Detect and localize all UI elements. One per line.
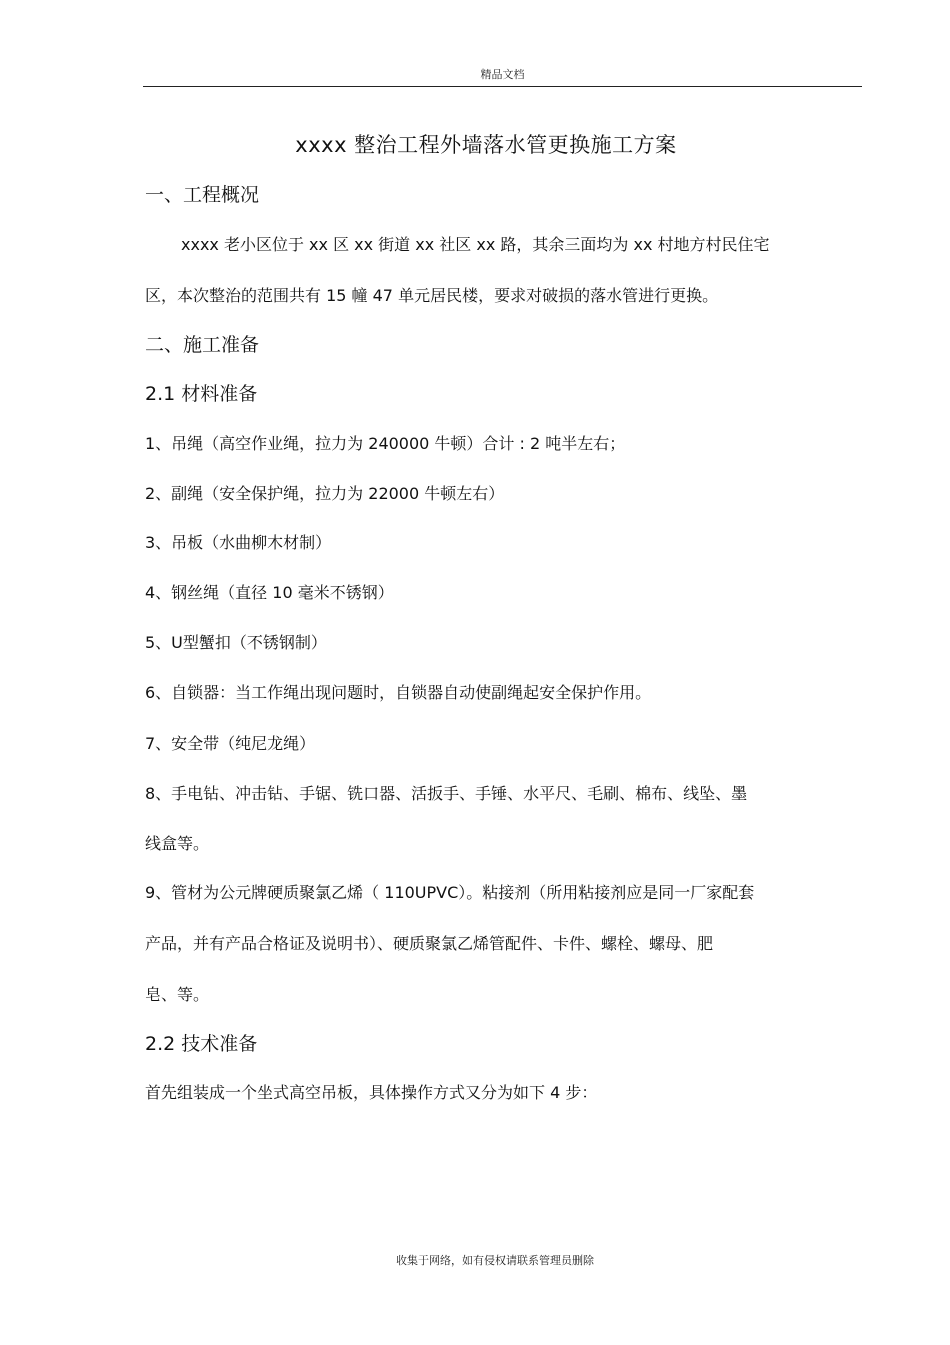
overview-paragraph-line-1: xxxx 老小区位于 xx 区 xx 街道 xx 社区 xx 路，其余三面均为 xx 村地方村民住宅: [181, 235, 770, 254]
material-item-8-line-1: 8、手电钻、冲击钻、手锯、铣口器、活扳手、手锤、水平尺、毛刷、棉布、线坠、墨: [145, 784, 748, 803]
material-item-8-line-2: 线盒等。: [145, 834, 210, 853]
overview-paragraph-line-2: 区，本次整治的范围共有 15 幢 47 单元居民楼，要求对破损的落水管进行更换。: [145, 286, 719, 305]
subsection-heading-materials: 2.1 材料准备: [145, 383, 258, 405]
section-heading-overview: 一、工程概况: [145, 184, 260, 206]
document-title: xxxx 整治工程外墙落水管更换施工方案: [295, 133, 677, 157]
material-item-4: 4、钢丝绳（直径 10 毫米不锈钢）: [145, 583, 394, 602]
material-item-2: 2、副绳（安全保护绳，拉力为 22000 牛顿左右）: [145, 484, 505, 503]
material-item-7: 7、安全带（纯尼龙绳）: [145, 734, 316, 753]
material-item-9-line-2: 产品，并有产品合格证及说明书）、硬质聚氯乙烯管配件、卡件、螺栓、螺母、肥: [145, 934, 714, 953]
material-item-6: 6、自锁器：当工作绳出现问题时，自锁器自动使副绳起安全保护作用。: [145, 683, 652, 702]
material-item-9-line-1: 9、管材为公元牌硬质聚氯乙烯（ 110UPVC）。粘接剂（所用粘接剂应是同一厂家配套: [145, 883, 755, 902]
page-header: 精品文档: [480, 68, 525, 81]
header-rule: [143, 86, 862, 87]
material-item-9-line-3: 皂、等。: [145, 985, 210, 1004]
subsection-heading-technical: 2.2 技术准备: [145, 1033, 258, 1055]
material-item-3: 3、吊板（水曲柳木材制）: [145, 533, 332, 552]
section-heading-preparation: 二、施工准备: [145, 334, 260, 356]
material-item-5: 5、U型蟹扣（不锈钢制）: [145, 633, 327, 652]
material-item-1: 1、吊绳（高空作业绳，拉力为 240000 牛顿）合计 : 2 吨半左右；: [145, 434, 626, 453]
technical-paragraph: 首先组装成一个坐式高空吊板，具体操作方式又分为如下 4 步：: [145, 1083, 598, 1102]
page-footer: 收集于网络，如有侵权请联系管理员删除: [396, 1254, 594, 1267]
